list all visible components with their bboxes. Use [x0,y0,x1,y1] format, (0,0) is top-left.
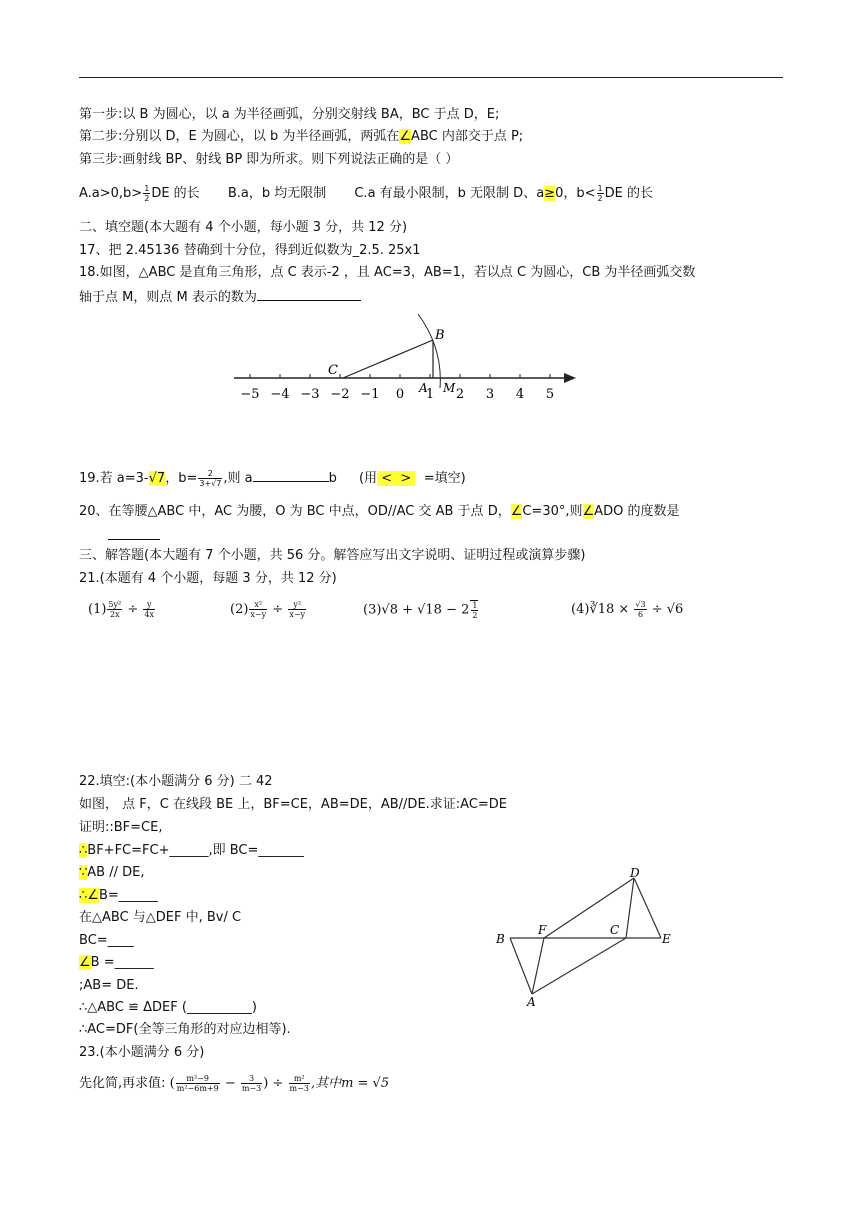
label-b: B [496,932,505,946]
tick-label: −3 [300,387,320,402]
label-b: B [435,328,445,343]
segment-ba [510,938,532,994]
proof-line-10: ∴AC=DF(全等三角形的对应边相等). [79,1022,291,1037]
axis-arrow [564,373,576,383]
arc-cm [418,314,440,388]
tick-label: −4 [270,387,290,402]
question-17: 17、把 2.45136 替确到十分位，得到近似数为_2.5. 25x1 [79,243,421,258]
angle-symbol-highlight: ∠ [399,129,412,144]
proof-line-6: BC=____ [79,933,134,948]
segment-fd [544,878,634,938]
question-22-description: 如图， 点 F，C 在线段 BE 上，BF=CE，AB=DE，AB//DE.求证:AC=DE [79,797,508,812]
question-19: 19.若 a=3-√7，b= $\frac{2}{3+√7}$ ,则 a b (用 < > =填空) [79,469,466,488]
proof-line-5: 在△ABC 与△DEF 中, Bv/ C [79,910,242,925]
label-m: M [443,381,456,395]
tick-label: 4 [515,387,525,402]
label-f: F [538,923,547,937]
proof-line-1: 证明::BF=CE, [79,820,163,835]
half-fraction-2: $\frac{1}{2}$ [597,184,603,203]
sqrt7-highlight: √7 [148,471,166,486]
proof-line-3: ∵AB // DE, [79,865,145,880]
label-c: C [610,923,620,937]
tick-label: 3 [485,387,495,402]
question-23-expression: 先化简,再求值: ( $\frac{\text{m²−9}}{\text{m²−6m+9}}$ − $\frac{3}{m-3}$ ) ÷ $\frac{\text{m²}}{m-3}$ ,其中m = √5 [79,1074,390,1093]
segment-cb [343,340,433,378]
comparison-highlight: < > [377,471,415,486]
section-3-heading: 三、解答题(本大题有 7 个小题，共 56 分。解答应写出文字说明、证明过程或演算步骤) [79,548,586,563]
q21-item-1: (1) $\frac{\text{5y²}}{2x}$ ÷ $\frac{y}{4x}$ [88,600,155,619]
header-rule [79,77,783,78]
question-23-title: 23.(本小题满分 6 分) [79,1045,205,1060]
tick-label: 0 [395,387,405,402]
half-fraction: $\frac{1}{2}$ [144,184,150,203]
proof-line-7: ∠B =______ [79,955,154,970]
section-2-heading: 二、填空题(本大题有 4 个小题，每小题 3 分，共 12 分) [79,220,408,235]
triangles-figure [494,866,680,1010]
number-line-figure [228,312,584,408]
step-2: 第二步:分别以 D，E 为圆心，以 b 为半径画弧，两弧在∠ABC 内部交于点 P; [79,129,524,144]
question-22-title: 22.填空:(本小题满分 6 分) 二 42 [79,774,273,789]
segment-af [532,938,544,994]
segment-de [634,878,661,938]
segment-ac [532,938,626,994]
answer-blank [108,527,160,540]
tick-label: 5 [545,387,555,402]
tick-label: −2 [330,387,350,402]
tick-label: 2 [455,387,465,402]
step-1: 第一步:以 B 为圆心，以 a 为半径画弧，分别交射线 BA，BC 于点 D，E; [79,107,500,122]
label-a: A [419,381,428,395]
proof-line-8: ;AB= DE. [79,978,139,993]
b-fraction: $\frac{2}{3+√7}$ [199,469,222,488]
q21-item-3: (3)√8 + √18 − 2 $\frac{1}{2}$ [363,601,478,620]
q21-item-4: (4)∛18 × $\frac{√3}{6}$ ÷ √6 [571,600,684,619]
q21-item-2: (2) $\frac{\text{x²}}{x-y}$ ÷ $\frac{\text{y²}}{x-y}$ [230,600,306,619]
tick-label: 1 [425,387,435,402]
options-line: A.a>0,b> $\frac{1}{2}$ DE 的长 B.a，b 均无限制 C.a 有最小限制，b 无限制 D、a≥0，b< $\frac{1}{2}$ DE 的长 [79,184,653,203]
answer-blank [257,288,361,301]
question-18-line2: 轴于点 M，则点 M 表示的数为 [79,288,361,306]
geq-highlight: ≥ [544,186,556,201]
answer-blank [253,469,329,482]
tick-label: −5 [240,387,260,402]
label-a: A [527,995,536,1009]
proof-line-4: ∴∠B=______ [79,888,158,903]
segment-dc [626,878,634,938]
step-3: 第三步:画射线 BP、射线 BP 即为所求。则下列说法正确的是（ ） [79,152,459,167]
tick-label: −1 [360,387,380,402]
proof-line-2: ∴BF+FC=FC+______,即 BC=_______ [79,843,304,858]
question-21: 21.(本题有 4 个小题，每题 3 分，共 12 分) [79,571,337,586]
question-18-line1: 18.如图，△ABC 是直角三角形，点 C 表示-2 ，且 AC=3，AB=1，若以点 C 为圆心，CB 为半径画弧交数 [79,265,696,280]
proof-line-9: ∴△ABC ≌ ΔDEF (__________) [79,1000,257,1015]
label-d: D [630,866,640,880]
question-20: 20、在等腰△ABC 中，AC 为腰，O 为 BC 中点，OD//AC 交 AB 于点 D，∠C=30°,则∠ADO 的度数是 [79,504,680,519]
label-e: E [662,932,671,946]
label-c: C [328,363,338,378]
